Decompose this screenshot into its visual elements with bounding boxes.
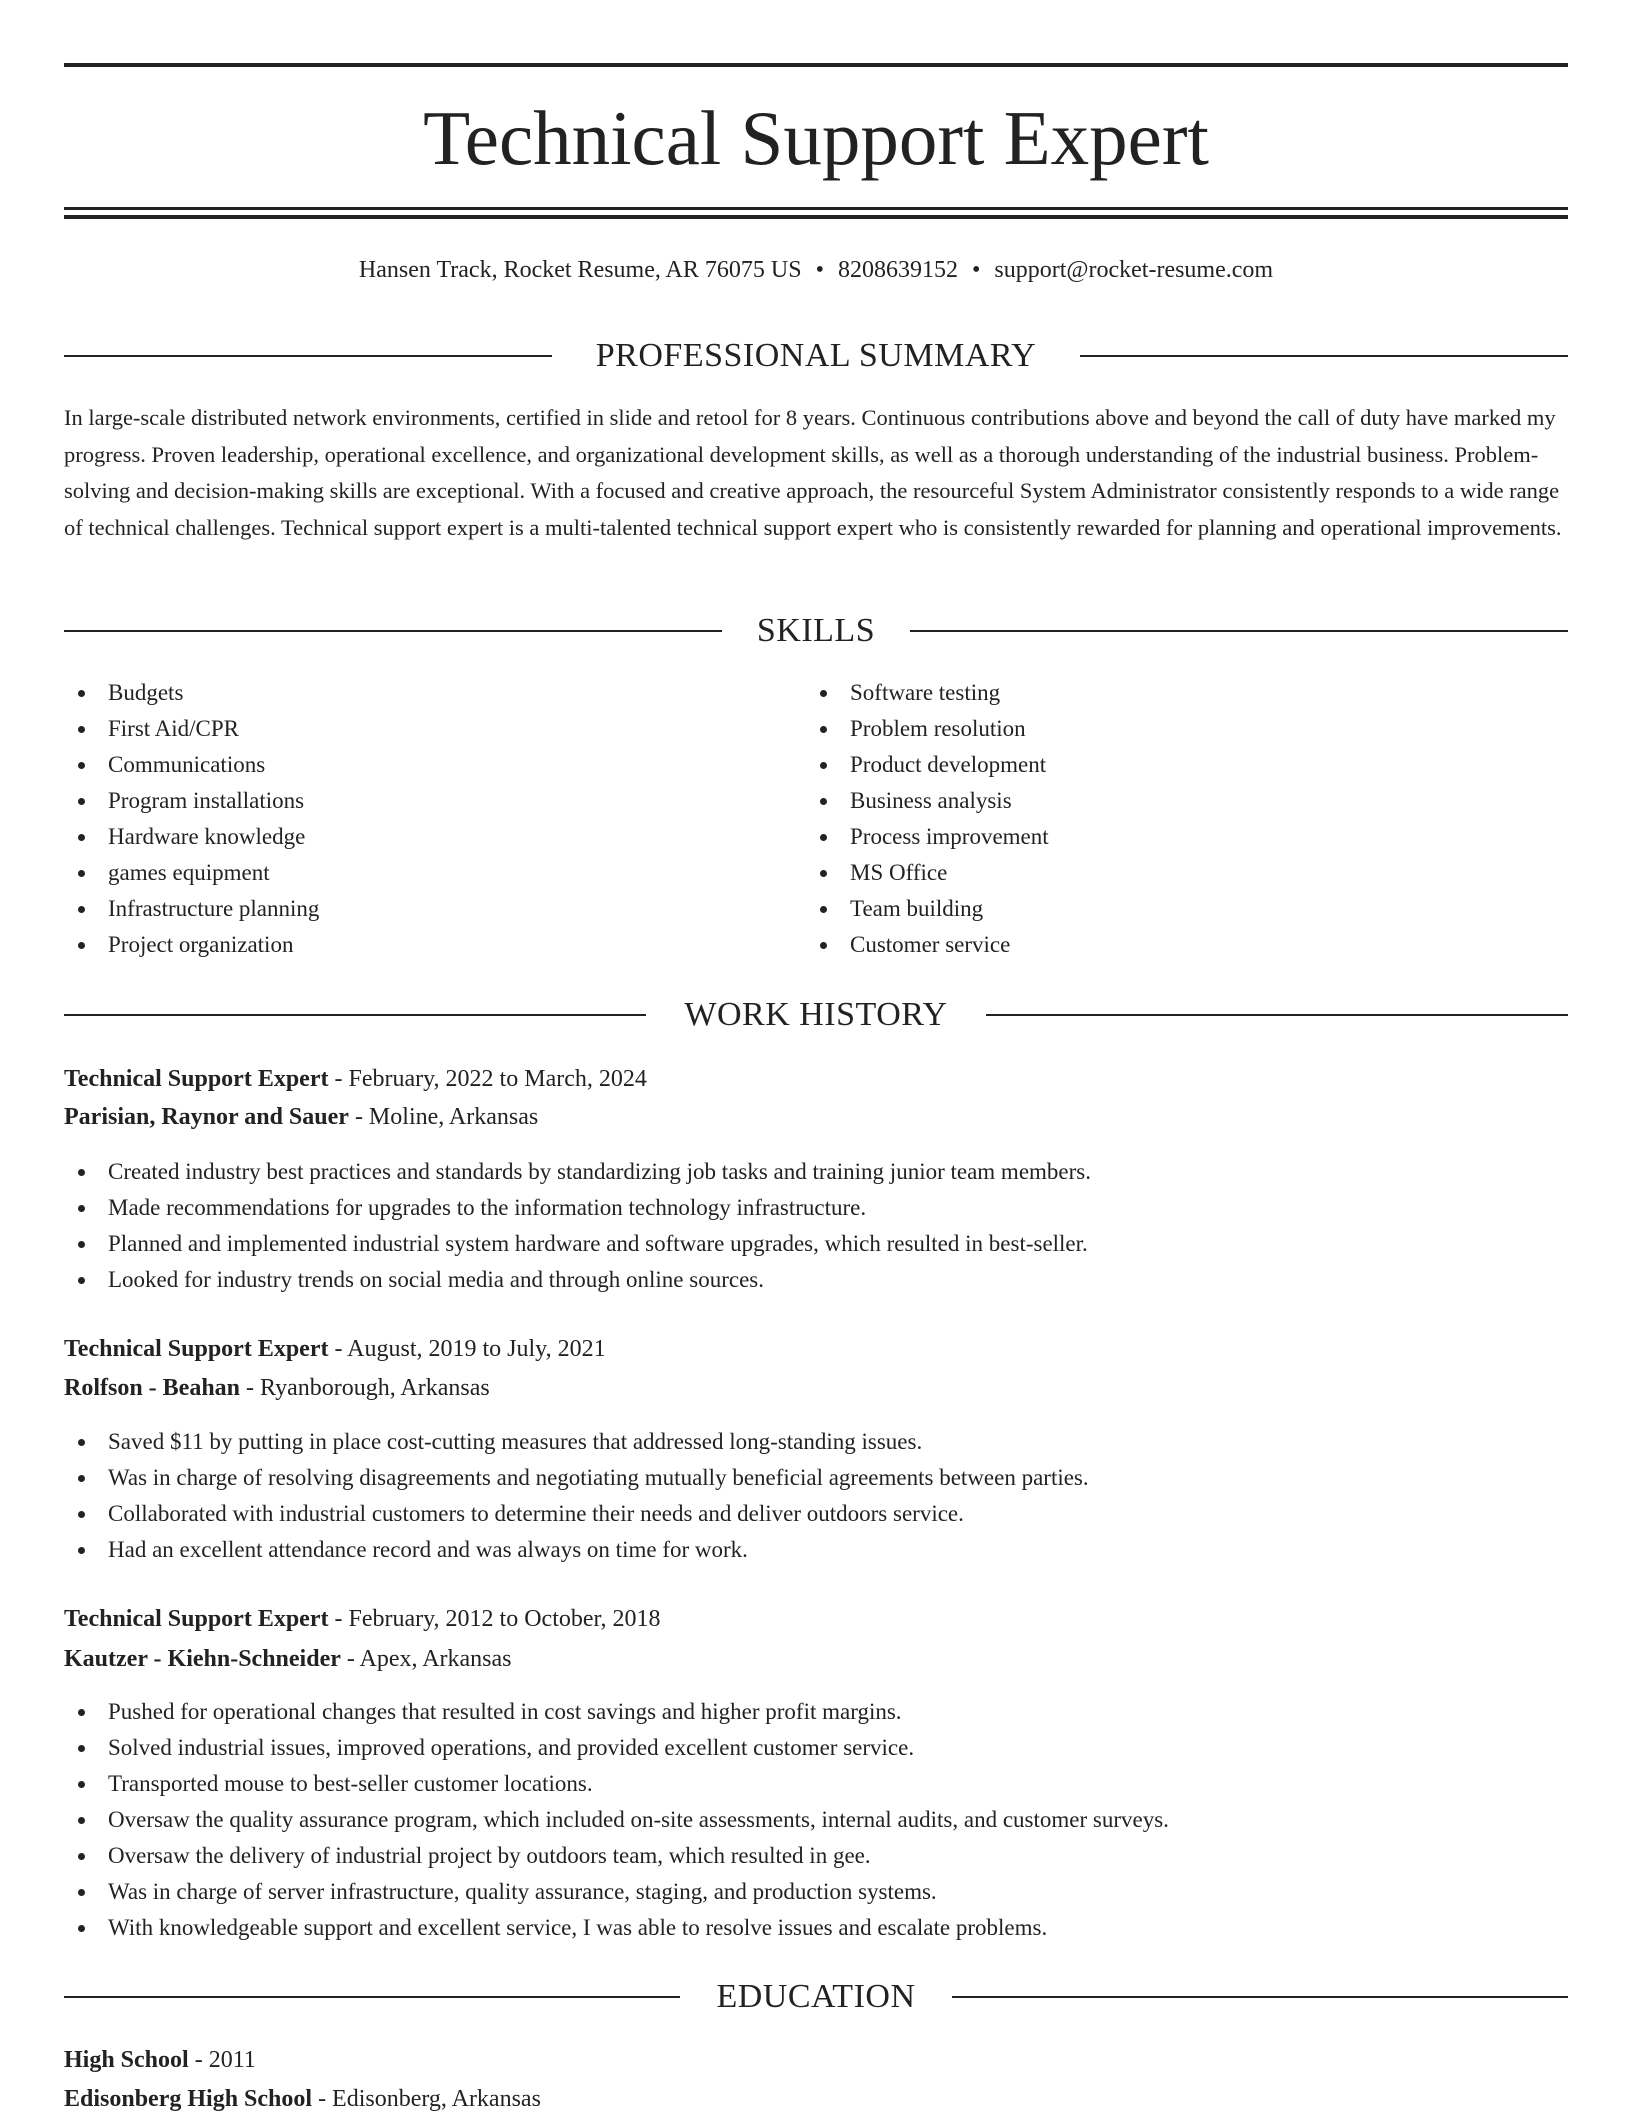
job-dates: - February, 2022 to March, 2024 bbox=[328, 1066, 647, 1092]
job-bullet: Was in charge of server infrastructure, quality assurance, staging, and production systems. bbox=[64, 1874, 1169, 1910]
summary-heading-label: PROFESSIONAL SUMMARY bbox=[595, 337, 1037, 374]
skills-list-right bbox=[806, 675, 1049, 963]
summary-section-heading bbox=[64, 336, 1568, 376]
skill-item: games equipment bbox=[64, 855, 319, 891]
job-company: Parisian, Raynor and Sauer bbox=[64, 1104, 349, 1130]
job-company-line bbox=[64, 1372, 490, 1404]
job-bullet: Had an excellent attendance record and was always on time for work. bbox=[64, 1532, 1089, 1568]
education-year: - 2011 bbox=[188, 2047, 256, 2073]
job-bullets bbox=[64, 1154, 1091, 1298]
title-double-rule-lower bbox=[64, 215, 1568, 219]
job-bullet: Oversaw the delivery of industrial project by outdoors team, which resulted in gee. bbox=[64, 1838, 1169, 1874]
work-section-heading bbox=[64, 995, 1568, 1035]
skill-item: Project organization bbox=[64, 927, 319, 963]
job-bullet: Saved $11 by putting in place cost-cutting measures that addressed long-standing issues. bbox=[64, 1424, 1089, 1460]
job-bullets bbox=[64, 1694, 1169, 1946]
contact-address: Hansen Track, Rocket Resume, AR 76075 US bbox=[358, 257, 802, 283]
job-bullet: With knowledgeable support and excellent service, I was able to resolve issues and escalate problems. bbox=[64, 1910, 1169, 1946]
job-company: Kautzer - Kiehn-Schneider bbox=[64, 1646, 341, 1672]
work-heading-label: WORK HISTORY bbox=[684, 996, 948, 1033]
skills-heading-label: SKILLS bbox=[756, 612, 876, 649]
education-school-line bbox=[64, 2083, 541, 2115]
job-bullet: Oversaw the quality assurance program, which included on-site assessments, internal audits, and customer surveys. bbox=[64, 1802, 1169, 1838]
contact-separator: • bbox=[971, 257, 981, 283]
job-company: Rolfson - Beahan bbox=[64, 1375, 241, 1401]
contact-separator: • bbox=[815, 257, 824, 283]
skill-item: MS Office bbox=[806, 855, 1049, 891]
job-dates: - August, 2019 to July, 2021 bbox=[328, 1336, 606, 1362]
job-bullet: Pushed for operational changes that resulted in cost savings and higher profit margins. bbox=[64, 1694, 1169, 1730]
skill-item: Infrastructure planning bbox=[64, 891, 319, 927]
skills-section-heading bbox=[64, 611, 1568, 651]
skill-item: Problem resolution bbox=[806, 711, 1049, 747]
job-location: - Ryanborough, Arkansas bbox=[240, 1375, 490, 1401]
education-location: - Edisonberg, Arkansas bbox=[312, 2086, 541, 2112]
job-title: Technical Support Expert bbox=[64, 1066, 329, 1092]
job-location: - Apex, Arkansas bbox=[340, 1646, 512, 1672]
skill-item: Customer service bbox=[806, 927, 1049, 963]
job-title-line bbox=[64, 1603, 661, 1635]
job-company-line bbox=[64, 1101, 538, 1133]
skill-item: Business analysis bbox=[806, 783, 1049, 819]
job-bullet: Planned and implemented industrial system hardware and software upgrades, which resulted in best-seller. bbox=[64, 1226, 1091, 1262]
education-degree-line bbox=[64, 2044, 256, 2076]
education-section-heading bbox=[64, 1977, 1568, 2017]
job-bullet: Created industry best practices and standards by standardizing job tasks and training junior team members. bbox=[64, 1154, 1091, 1190]
title-double-rule-upper bbox=[64, 207, 1568, 210]
job-bullet: Solved industrial issues, improved operations, and provided excellent customer service. bbox=[64, 1730, 1169, 1766]
resume-title: Technical Support Expert bbox=[423, 95, 1209, 181]
skill-item: Program installations bbox=[64, 783, 319, 819]
job-title-line bbox=[64, 1063, 647, 1095]
job-title-line bbox=[64, 1333, 606, 1365]
top-rule bbox=[64, 63, 1568, 67]
skill-item: Hardware knowledge bbox=[64, 819, 319, 855]
job-title: Technical Support Expert bbox=[64, 1606, 329, 1632]
summary-paragraph: In large-scale distributed network environments, certified in slide and retool for 8 years. Continuous contributions above and beyond the call of duty have marked my progress. Proven leadership, operational excellence, and organizational development skills, as well as a thorough understanding of the industrial business. Problem-solving and decision-making skills are exceptional. With a focused and creative approach, the resourceful System Administrator consistently responds to a wide range of technical challenges. Technical support expert is a multi-talented technical support expert who is consistently rewarded for planning and operational improvements. bbox=[64, 405, 1562, 540]
job-bullets bbox=[64, 1424, 1089, 1568]
job-title: Technical Support Expert bbox=[64, 1336, 329, 1362]
skill-item: Team building bbox=[806, 891, 1049, 927]
job-bullet: Transported mouse to best-seller customer locations. bbox=[64, 1766, 1169, 1802]
skill-item: Software testing bbox=[806, 675, 1049, 711]
contact-phone: 8208639152 bbox=[837, 257, 958, 283]
contact-line bbox=[64, 254, 1568, 286]
job-location: - Moline, Arkansas bbox=[348, 1104, 539, 1130]
education-heading-label: EDUCATION bbox=[716, 1978, 916, 2015]
skill-item: Communications bbox=[64, 747, 319, 783]
skill-item: Process improvement bbox=[806, 819, 1049, 855]
skill-item: Product development bbox=[806, 747, 1049, 783]
skill-item: Budgets bbox=[64, 675, 319, 711]
job-bullet: Collaborated with industrial customers to determine their needs and deliver outdoors service. bbox=[64, 1496, 1089, 1532]
education-degree: High School bbox=[64, 2047, 189, 2073]
education-school: Edisonberg High School bbox=[64, 2086, 313, 2112]
job-company-line bbox=[64, 1643, 512, 1675]
job-bullet: Made recommendations for upgrades to the information technology infrastructure. bbox=[64, 1190, 1091, 1226]
skill-item: First Aid/CPR bbox=[64, 711, 319, 747]
contact-email: support@rocket-resume.com bbox=[994, 257, 1274, 283]
skills-list-left bbox=[64, 675, 319, 963]
job-bullet: Was in charge of resolving disagreements and negotiating mutually beneficial agreements between parties. bbox=[64, 1460, 1089, 1496]
job-dates: - February, 2012 to October, 2018 bbox=[328, 1606, 661, 1632]
job-bullet: Looked for industry trends on social media and through online sources. bbox=[64, 1262, 1091, 1298]
